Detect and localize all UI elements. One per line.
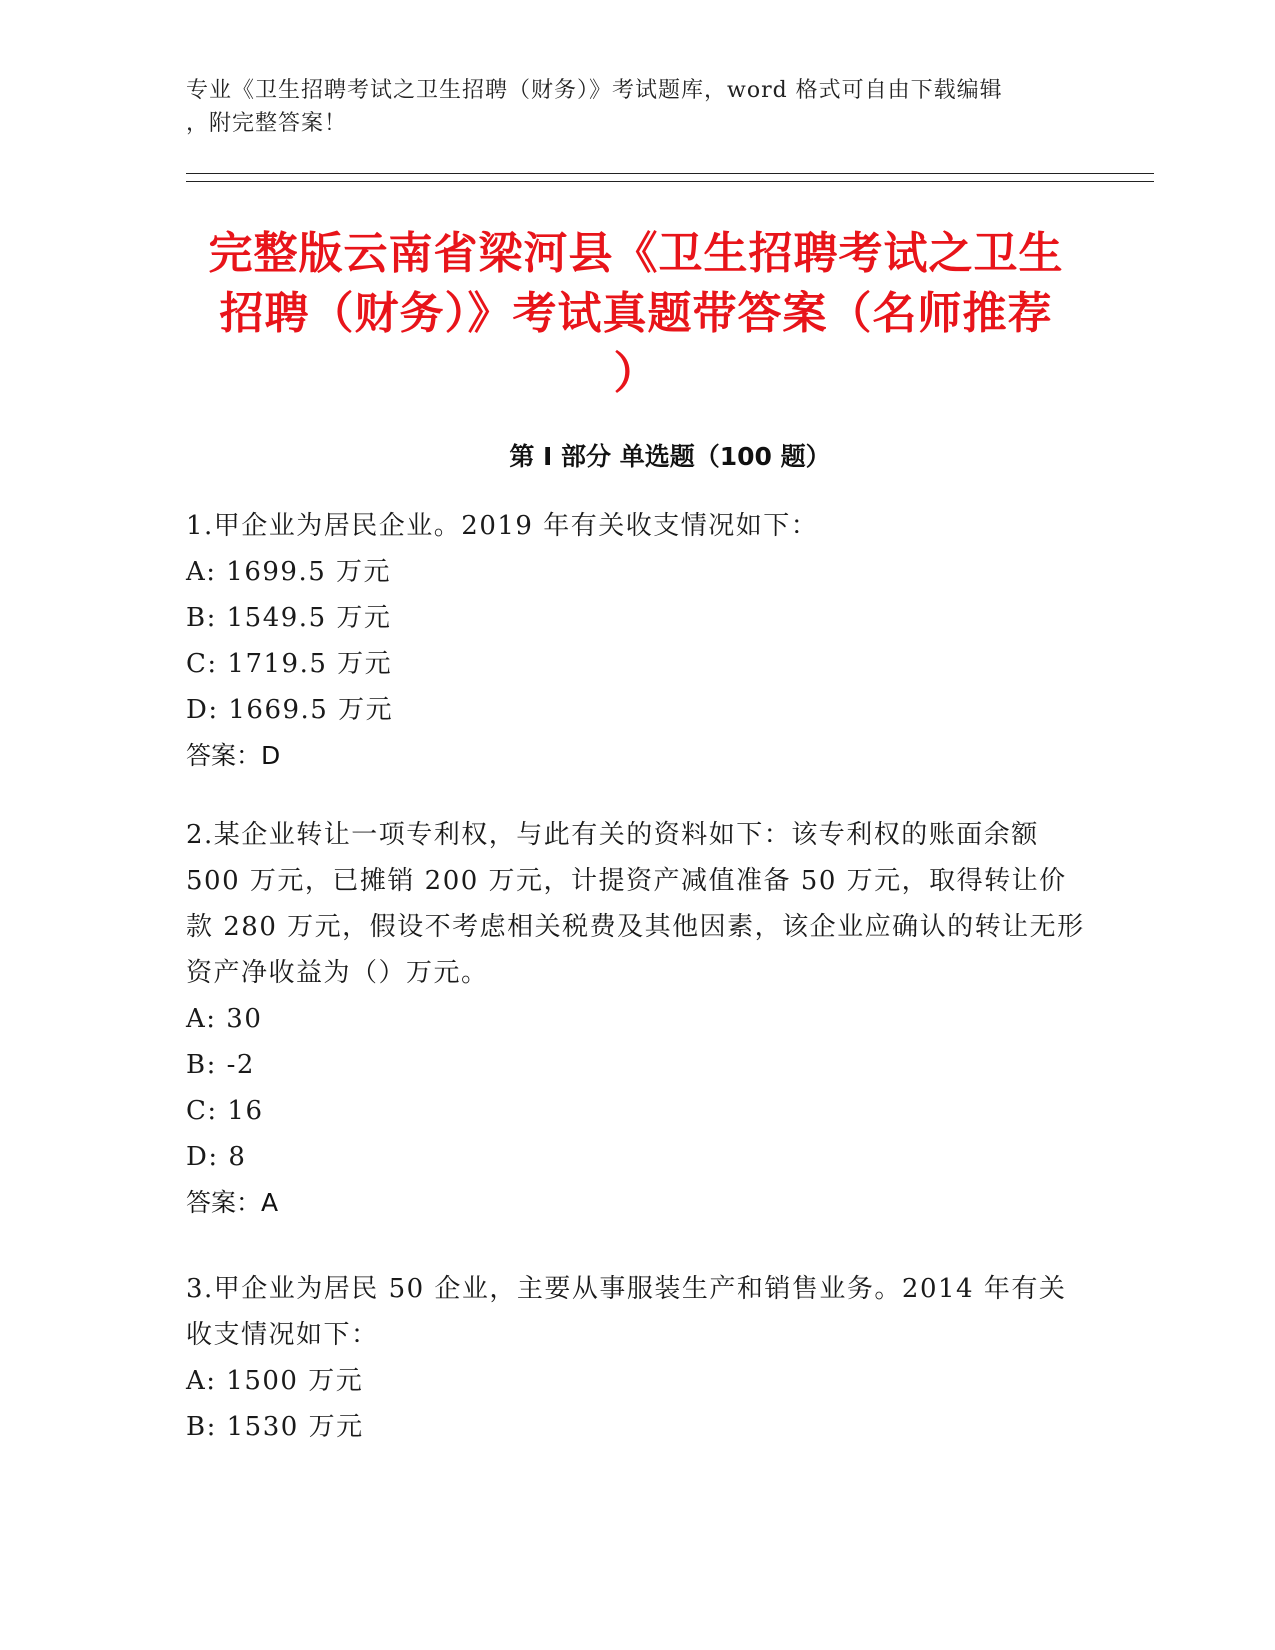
- title-line2: 招聘（财务）》考试真题带答案（名师推荐: [219, 288, 1053, 339]
- question-1: [186, 503, 1136, 779]
- title-line3: ）: [613, 348, 659, 399]
- question-stem: 2.某企业转让一项专利权，与此有关的资料如下：该专利权的账面余额 500 万元，已摊销 200 万元，计提资产减值准备 50 万元，取得转让价款 280 万元，假设不考虑相关税费及其他因素，该企业应确认的转让无形资产净收益为（）万元。: [186, 820, 1085, 988]
- option-b: B: -2: [186, 1050, 255, 1080]
- header-divider-top: [186, 173, 1154, 174]
- title-line1: 完整版云南省梁河县《卫生招聘考试之卫生: [208, 228, 1064, 279]
- header-note-line1: 专业《卫生招聘考试之卫生招聘（财务）》考试题库，word 格式可自由下载编辑: [186, 78, 1003, 103]
- question-2: [186, 812, 1136, 1226]
- header-divider-bottom: [186, 181, 1154, 182]
- option-d: D: 8: [186, 1142, 247, 1172]
- option-a: A: 1699.5 万元: [186, 557, 392, 587]
- option-d: D: 1669.5 万元: [186, 695, 394, 725]
- option-b: B: 1530 万元: [186, 1412, 364, 1442]
- option-b: B: 1549.5 万元: [186, 603, 392, 633]
- option-a: A: 30: [186, 1004, 263, 1034]
- option-c: C: 1719.5 万元: [186, 649, 393, 679]
- answer: 答案：D: [186, 741, 281, 770]
- header-note-line2: ，附完整答案！: [186, 111, 348, 136]
- question-stem: 1.甲企业为居民企业。2019 年有关收支情况如下：: [186, 511, 819, 541]
- header-note: [186, 74, 1066, 140]
- option-c: C: 16: [186, 1096, 264, 1126]
- section-heading: 第 I 部分 单选题（100 题）: [509, 442, 831, 471]
- question-stem: 3.甲企业为居民 50 企业，主要从事服装生产和销售业务。2014 年有关收支情况如下：: [186, 1274, 1067, 1350]
- document-title: [196, 224, 1076, 404]
- question-3: [186, 1266, 1136, 1450]
- answer: 答案：A: [186, 1188, 279, 1217]
- option-a: A: 1500 万元: [186, 1366, 364, 1396]
